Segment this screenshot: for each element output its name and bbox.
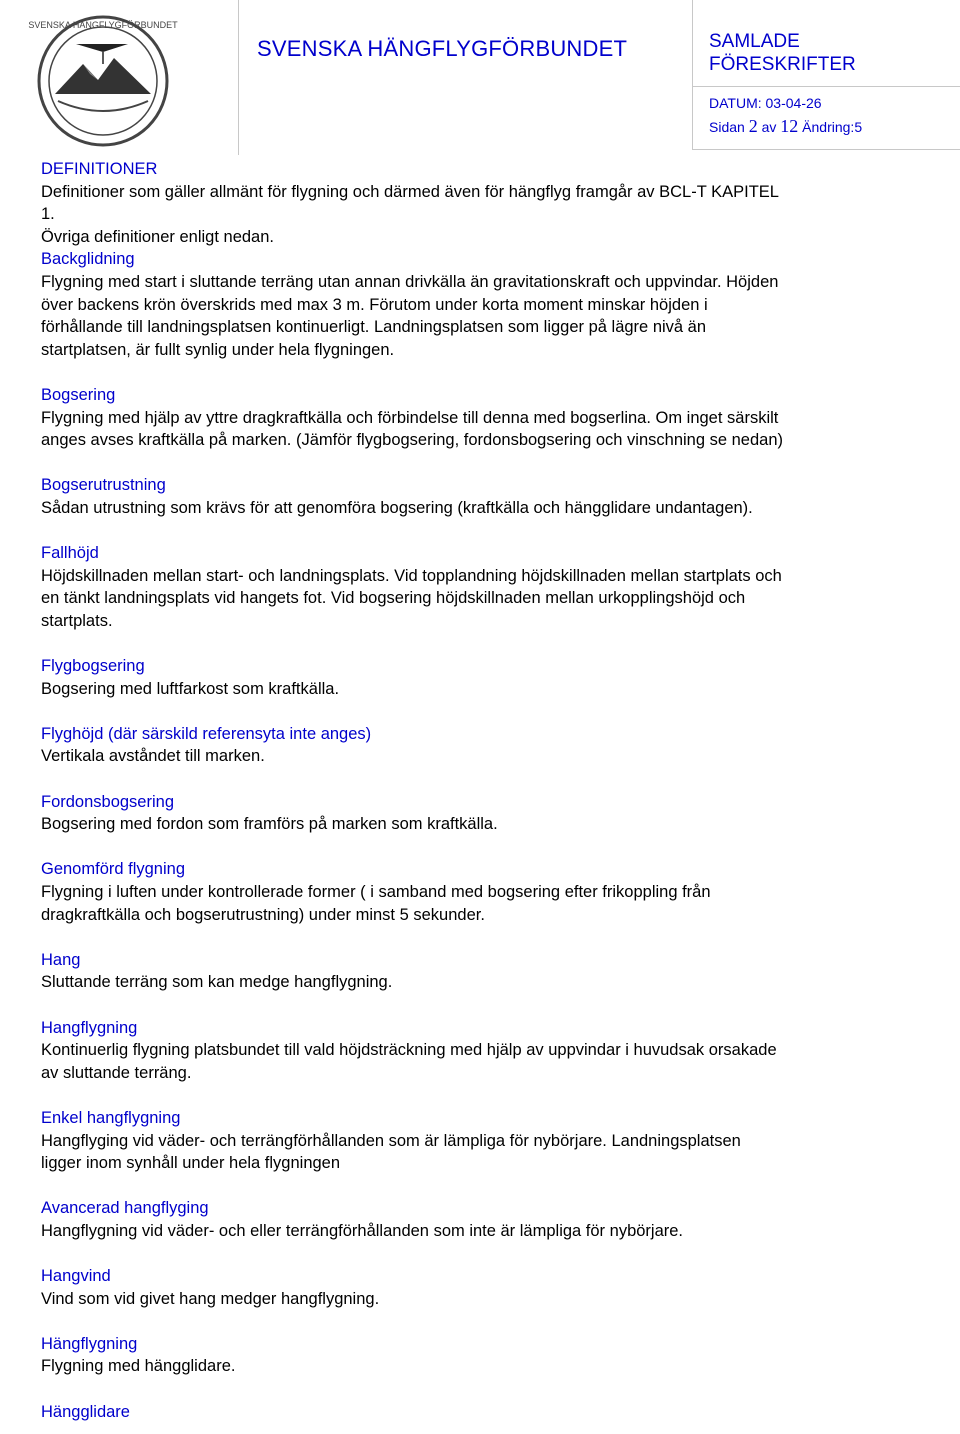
definition-text: ligger inom synhåll under hela flygningen	[41, 1154, 341, 1173]
definition-item	[41, 836, 931, 926]
definition-item	[41, 361, 931, 451]
page-total: 12	[780, 116, 799, 136]
definition-term: Flygbogsering	[41, 657, 145, 676]
document-title-line: SAMLADE	[709, 31, 800, 52]
document-header	[0, 0, 960, 155]
definitions-list	[41, 248, 931, 1423]
definition-text: startplats.	[41, 611, 113, 630]
definition-term: Bogserutrustning	[41, 476, 166, 495]
definition-text: förhållande till landningsplatsen kontinuerligt. Landningsplatsen som ligger på lägre nivå än	[41, 318, 707, 337]
definition-item	[41, 1378, 931, 1423]
definition-text: dragkraftkälla och bogserutrustning) under minst 5 sekunder.	[41, 905, 485, 924]
document-title-line: FÖRESKRIFTER	[709, 54, 856, 75]
document-title	[709, 30, 856, 76]
definition-text: Vertikala avståndet till marken.	[41, 747, 265, 766]
definition-term: Bogsering	[41, 385, 116, 404]
revision: Ändring:5	[802, 119, 863, 135]
definition-text: Höjdskillnaden mellan start- och landningsplats. Vid topplandning höjdskillnaden mellan startplats och	[41, 566, 782, 585]
definition-term: Fordonsbogsering	[41, 792, 174, 811]
definition-text: Hangflyging vid väder- och terrängförhållanden som är lämpliga för nybörjare. Landningsplatsen	[41, 1131, 741, 1150]
definition-text: Bogsering med luftfarkost som kraftkälla.	[41, 679, 340, 698]
section-heading: DEFINITIONER	[41, 160, 158, 178]
association-logo	[28, 6, 178, 156]
definition-term: Flyghöjd (där särskild referensyta inte anges)	[41, 724, 372, 743]
definition-term: Genomförd flygning	[41, 860, 185, 879]
document-body	[41, 158, 931, 1423]
definition-item	[41, 1243, 931, 1311]
definition-term: Avancerad hangflyging	[41, 1199, 209, 1218]
definition-text: Bogsering med fordon som framförs på marken som kraftkälla.	[41, 815, 498, 834]
organization-name: SVENSKA HÄNGFLYGFÖRBUNDET	[257, 36, 628, 61]
definition-item	[41, 248, 931, 361]
definition-text: Flygning med start i sluttande terräng utan annan drivkälla än gravitationskraft och uppvindar. Höjden	[41, 272, 779, 291]
page-info	[709, 116, 862, 137]
definition-text: Sluttande terräng som kan medge hangflygning.	[41, 973, 393, 992]
definition-term: Hangflygning	[41, 1018, 138, 1037]
definition-item	[41, 632, 931, 700]
definition-term: Hängflygning	[41, 1334, 138, 1353]
header-divider	[692, 86, 960, 87]
header-divider	[692, 149, 960, 150]
header-divider	[238, 0, 239, 155]
definition-text: över backens krön överskrids med max 3 m. Förutom under korta moment minskar höjden i	[41, 295, 708, 314]
definition-term: Hangvind	[41, 1267, 111, 1286]
definition-text: Flygning i luften under kontrollerade former ( i samband med bogsering efter frikoppling från	[41, 883, 711, 901]
intro-text: Övriga definitioner enligt nedan.	[41, 227, 274, 246]
definition-item	[41, 768, 931, 836]
definition-text: anges avses kraftkälla på marken. (Jämför flygbogsering, fordonsbogsering och vinschning se nedan)	[41, 431, 783, 450]
definition-item	[41, 452, 931, 520]
definition-text: Vind som vid givet hang medger hangflygning.	[41, 1289, 380, 1308]
definition-item	[41, 700, 931, 768]
intro-text: Definitioner som gäller allmänt för flygning och därmed även för hängflyg framgår av BCL-T KAPITEL	[41, 182, 779, 201]
definition-item	[41, 520, 931, 633]
definition-text: Flygning med hängglidare.	[41, 1357, 236, 1376]
page-current: 2	[748, 116, 758, 136]
definition-term: Hang	[41, 950, 81, 969]
definition-text: en tänkt landningsplats vid hangets fot. Vid bogsering höjdskillnaden mellan urkopplingshöjd och	[41, 589, 746, 608]
definition-item	[41, 994, 931, 1084]
definition-text: startplatsen, är fullt synlig under hela flygningen.	[41, 340, 395, 359]
definition-text: av sluttande terräng.	[41, 1063, 192, 1082]
definition-item	[41, 1084, 931, 1174]
definition-text: Flygning med hjälp av yttre dragkraftkälla och förbindelse till denna med bogserlina. Om inget särskilt	[41, 408, 779, 427]
header-divider	[692, 0, 693, 150]
document-date: DATUM: 03-04-26	[709, 95, 822, 111]
definition-term: Fallhöjd	[41, 544, 99, 563]
definition-text: Kontinuerlig flygning platsbundet till vald höjdsträckning med hjälp av uppvindar i huvudsak orsakade	[41, 1041, 777, 1060]
definition-item	[41, 926, 931, 994]
intro-text: 1.	[41, 205, 55, 224]
definition-term: Backglidning	[41, 250, 135, 269]
definition-text: Sådan utrustning som krävs för att genomföra bogsering (kraftkälla och hängglidare undantagen).	[41, 498, 753, 517]
definition-text: Hangflygning vid väder- och eller terrängförhållanden som inte är lämpliga för nybörjare.	[41, 1221, 684, 1240]
definition-item	[41, 1310, 931, 1378]
definition-item	[41, 1175, 931, 1243]
logo-text: SVENSKA HÄNGFLYGFÖRBUNDET	[28, 20, 178, 30]
definition-term: Enkel hangflygning	[41, 1108, 181, 1127]
page-of: av	[761, 119, 777, 135]
page-prefix: Sidan	[709, 119, 745, 135]
definition-term: Hängglidare	[41, 1402, 130, 1421]
